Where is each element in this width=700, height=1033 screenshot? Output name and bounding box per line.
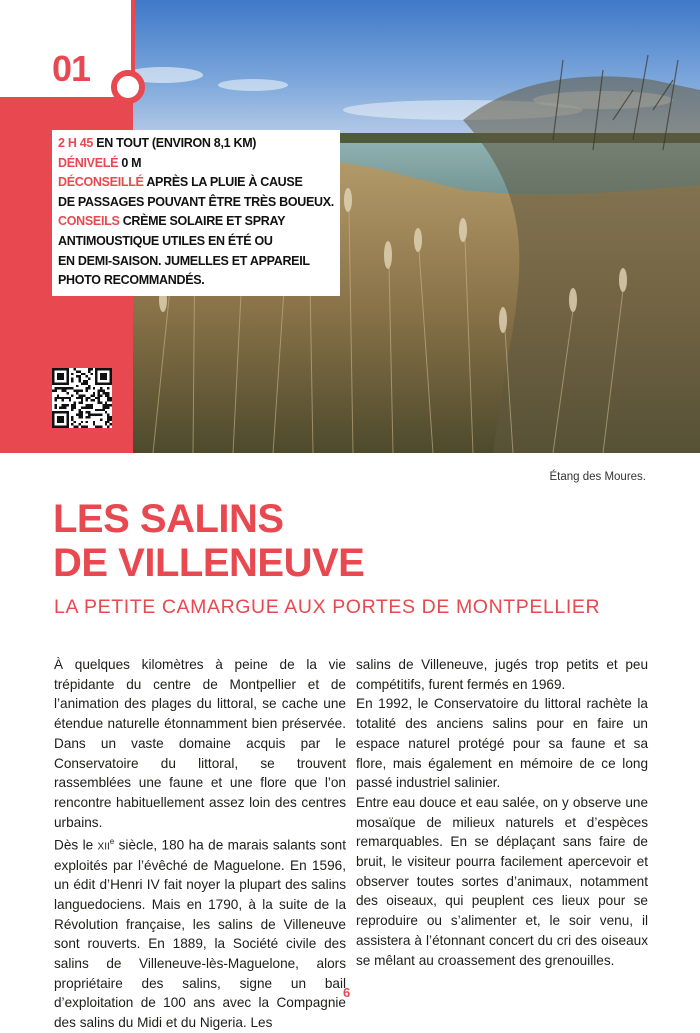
page-title	[53, 497, 364, 585]
paragraph: salins de Villeneuve, jugés trop petits et peu compétitifs, furent fermés en 1969.	[356, 657, 648, 692]
elevation-line	[58, 154, 334, 174]
text-column-right	[356, 655, 648, 970]
marker-ring-center	[117, 76, 139, 98]
warning-label: DÉCONSEILLÉ	[58, 175, 144, 190]
warning-line-2: DE PASSAGES POUVANT ÊTRE TRÈS BOUEUX.	[58, 194, 334, 209]
elevation-label: DÉNIVELÉ	[58, 155, 119, 170]
tips-line-2: ANTIMOUSTIQUE UTILES EN ÉTÉ OU	[58, 233, 273, 248]
photo-caption: Étang des Moures.	[549, 471, 646, 483]
page-number: 6	[343, 985, 351, 1000]
text-column-left	[54, 655, 346, 1033]
tips-line	[58, 212, 334, 232]
century-superscript: e	[109, 837, 115, 847]
century-numeral: xii	[97, 837, 110, 853]
paragraph: Entre eau douce et eau salée, on y observe une mosaïque de milieux naturels et d’espèces remarquables. En se déplaçant sans faire de bruit, le visiteur pourra facilement apercevoir et observer toutes sortes d’animaux, notamment des oiseaux, qui peuplent ces lieux pour se reproduire ou s’alimenter et, le soir venu, il assistera à l’étonnant concert du cri des oiseaux se mêlant au croassement des grenouilles.	[356, 794, 648, 968]
elevation-value: 0 M	[121, 155, 142, 170]
tips-label: CONSEILS	[58, 214, 120, 229]
route-number: 01	[52, 48, 91, 89]
marker-line	[131, 0, 135, 74]
paragraph	[54, 832, 346, 1033]
page-subtitle: LA PETITE CAMARGUE AUX PORTES DE MONTPELLIER	[54, 596, 601, 618]
duration-label: 2 H 45	[58, 136, 94, 150]
paragraph: En 1992, le Conservatoire du littoral rachète la totalité des anciens salins pour en faire un espace naturel protégé pour sa faune et sa flore, mais également en mémoire de ce long passé industriel salinier.	[356, 696, 648, 791]
duration-line	[58, 134, 334, 154]
tips-line-3: EN DEMI-SAISON. JUMELLES ET APPAREIL	[58, 253, 310, 268]
qr-code-icon[interactable]	[52, 368, 112, 428]
paragraph: À quelques kilomètres à peine de la vie trépidante du centre de Montpellier et de l’animation des plages du littoral, se cache une étendue naturelle étonnamment bien préservée. Dans un vaste domaine acquis par le Conservatoire du littoral, se trouvent rassemblées une faune et une flore que l’on rencontre habituellement assez loin des centres urbains.	[54, 657, 346, 830]
tips-line-4: PHOTO RECOMMANDÉS.	[58, 273, 205, 288]
paragraph-text: siècle, 180 ha de marais salants sont exploités par l’évêché de Maguelone. En 1596, un édit d’Henri IV fait noyer la plupart des salins languedociens. Mais en 1790, à la suite de la Révolution française, les salins de Villeneuve sont rouverts. En 1889, la Société civile des salins de Villeneuve-lès-Maguelone, alors propriétaire des salins, signe un bail d’exploitation de 100 ans avec la Compagnie des salins du Midi et du Nigeria. Les	[54, 837, 346, 1031]
title-line-2: DE VILLENEUVE	[53, 541, 365, 585]
route-info-box	[52, 130, 340, 296]
paragraph-text: Dès le	[54, 837, 98, 853]
title-line-1: LES SALINS	[53, 497, 284, 541]
tips-text: CRÈME SOLAIRE ET SPRAY	[122, 214, 286, 229]
duration-text: EN TOUT (ENVIRON 8,1 KM)	[96, 136, 257, 150]
warning-line	[58, 173, 334, 193]
warning-text: APRÈS LA PLUIE À CAUSE	[146, 175, 303, 190]
